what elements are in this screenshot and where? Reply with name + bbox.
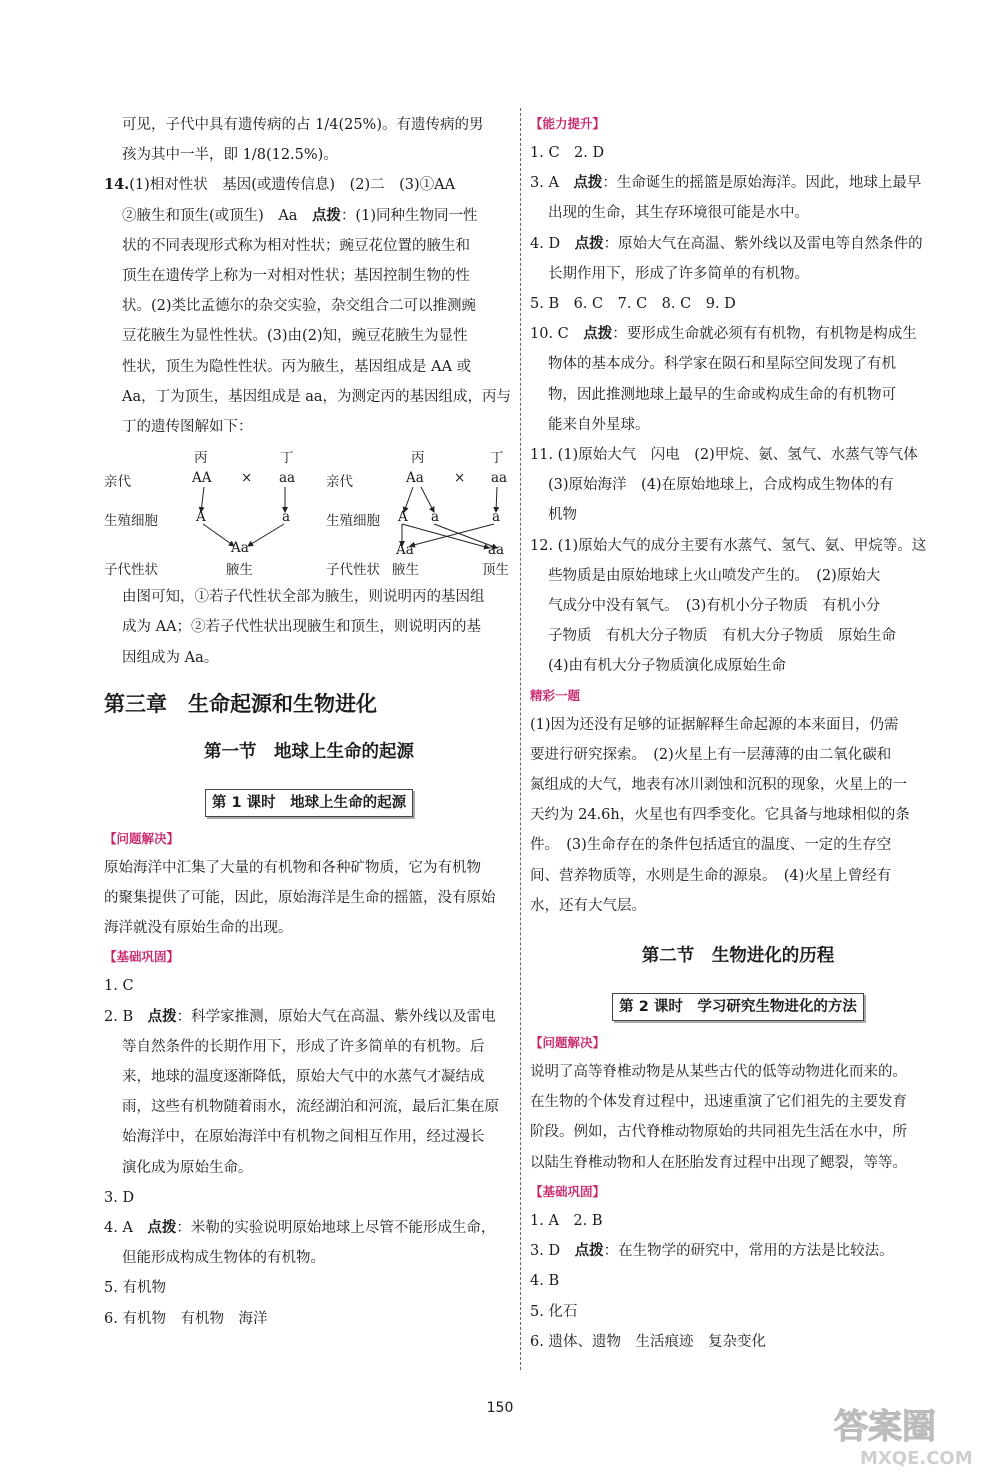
text-line: 海洋就没有原始生命的出现。 [104, 920, 293, 937]
tag-problem-solving: 【问题解决】 [104, 830, 180, 846]
offspring-row-label: 子代性状 [326, 562, 380, 579]
parent-bing-label: 丙 [411, 450, 425, 467]
genotype: AA [192, 470, 212, 487]
text-line: 些物质是由原始地球上火山喷发产生的。 (2)原始大 [548, 567, 881, 584]
answer-6: 6. 有机物 有机物 海洋 [104, 1310, 268, 1327]
hint-label: 点拨 [311, 206, 341, 224]
answer-14-line: 14.(1)相对性状 基因(或遗传信息) (2)二 (3)①AA [104, 176, 456, 194]
parents-row-label: 亲代 [104, 474, 131, 491]
answer-4-text [104, 1243, 514, 1273]
text-line: 气成分中没有氧气。 (3)有机小分子物质 有机小分 [548, 598, 881, 615]
text-line: 性状，顶生为隐性性状。丙为腋生，基因组成是 AA 或 [122, 358, 472, 375]
diagram-conclusion [104, 582, 514, 673]
answer-5: 5. 化石 [530, 1303, 578, 1320]
gamete: A [196, 509, 206, 526]
text-line: 物体的基本成分。科学家在陨石和星际空间发现了有机 [548, 356, 896, 373]
hint-label: 点拨 [147, 1219, 177, 1237]
answer-3-line: 3. A 点拨：生命诞生的摇篮是原始海洋。因此，地球上最早 [530, 174, 922, 192]
answer-6: 6. 遗体、遗物 生活痕迹 复杂变化 [530, 1333, 766, 1350]
page-number: 150 [486, 1400, 514, 1416]
text-line: 雨，这些有机物随着雨水，流经湖泊和河流，最后汇集在原 [122, 1099, 499, 1116]
text-line: 水，还有大气层。 [530, 897, 646, 914]
text-line: 但能形成构成生物体的有机物。 [122, 1250, 325, 1267]
answer-12-text [530, 561, 946, 682]
answer-3-line: 3. D 点拨：在生物学的研究中，常用的方法是比较法。 [530, 1242, 894, 1260]
section-title: 第二节 生物进化的历程 [641, 946, 835, 967]
text-line: 件。 (3)生命存在的条件包括适宜的温度、一定的生存空 [530, 837, 892, 854]
text-line: 机物 [548, 507, 577, 524]
text-line: 要进行研究探索。 (2)火星上有一层薄薄的由二氧化碳和 [530, 746, 892, 763]
tag-featured-question: 精彩一题 [530, 687, 581, 703]
text-line: (4)由有机大分子物质演化成原始生命 [548, 658, 787, 675]
answer-4: 4. B [530, 1273, 560, 1290]
text-line: (3)原始海洋 (4)在原始地球上，合成构成生物体的有 [548, 477, 894, 494]
genotype: aa [279, 470, 296, 487]
genotype: Aa [406, 470, 424, 487]
answer-11-text [530, 470, 946, 530]
answer-3: 3. D [104, 1189, 135, 1206]
answer-4-line: 4. D 点拨：原始大气在高温、紫外线以及雷电等自然条件的 [530, 234, 923, 252]
genotype: aa [491, 470, 508, 487]
text-line: 顶生在遗传学上称为一对相对性状；基因控制生物的性 [122, 268, 470, 285]
text-line: 由图可知，①若子代性状全部为腋生，则说明丙的基因组 [122, 589, 485, 606]
trait: 顶生 [482, 562, 509, 579]
answer-14-text [104, 231, 514, 442]
parent-ding-label: 丁 [280, 450, 294, 467]
text-line: 出现的生命，其生存环境很可能是水中。 [548, 205, 809, 222]
answer-10-line: 10. C 点拨：要形成生命就必须有有机物，有机物是构成生 [530, 325, 917, 343]
text-line: 以陆生脊椎动物和人在胚胎发育过程中出现了鳃裂，等等。 [530, 1154, 907, 1171]
trait: 腋生 [226, 562, 253, 579]
text-line: 成为 AA；②若子代性状出现腋生和顶生，则说明丙的基 [122, 619, 482, 636]
parents-row-label: 亲代 [326, 474, 353, 491]
answer-11-line: 11. (1)原始大气 闪电 (2)甲烷、氨、氢气、水蒸气等气体 [530, 447, 918, 464]
hint-label: 点拨 [574, 234, 604, 252]
text-line: 始海洋中，在原始海洋中有机物之间相互作用，经过漫长 [122, 1129, 485, 1146]
tag-basic-consolidation: 【基础巩固】 [104, 949, 180, 965]
watermark-logo [830, 1400, 990, 1470]
cross-arrows [104, 442, 514, 578]
trait: 腋生 [392, 562, 419, 579]
lesson-title: 第 2 课时 学习研究生物进化的方法 [612, 993, 864, 1021]
tag-problem-solving: 【问题解决】 [530, 1035, 606, 1051]
text-line: 天约为 24.6h，火星也有四季变化。它具备与地球相似的条 [530, 807, 910, 824]
problem-solving-text [530, 1057, 946, 1178]
answer-14-line: ②腋生和顶生(或顶生) Aa 点拨：(1)同种生物同一性 [122, 206, 478, 224]
text-line: 长期作用下，形成了许多简单的有机物。 [548, 265, 809, 282]
answer-3-text [530, 198, 946, 228]
featured-question-text [530, 710, 946, 921]
cross-symbol: × [241, 470, 253, 487]
answer-5: 5. 有机物 [104, 1280, 166, 1297]
answer-4-line: 4. A 点拨：米勒的实验说明原始地球上尽管不能形成生命， [104, 1219, 496, 1237]
text-line: 状的不同表现形式称为相对性状；豌豆花位置的腋生和 [122, 237, 470, 254]
text-line: (1)因为还没有足够的证据解释生命起源的本来面目，仍需 [530, 716, 899, 733]
answer-12-line: 12. (1)原始大气的成分主要有水蒸气、氢气、氨、甲烷等。这 [530, 537, 927, 554]
section-title: 第一节 地球上生命的起源 [204, 741, 414, 762]
text-line: 演化成为原始生命。 [122, 1159, 253, 1176]
text-line: 状。(2)类比孟德尔的杂交实验，杂交组合二可以推测豌 [122, 298, 477, 315]
gamete: a [282, 509, 291, 526]
text-line: 来，地球的温度逐渐降低，原始大气中的水蒸气才凝结成 [122, 1069, 485, 1086]
genetic-cross-diagram [104, 442, 514, 578]
text-line: 等自然条件的长期作用下，形成了许多简单的有机物。后 [122, 1038, 485, 1055]
right-column [530, 110, 946, 1357]
text-line: 能来自外星球。 [548, 416, 650, 433]
genotype: Aa [396, 542, 414, 559]
parent-bing-label: 丙 [194, 450, 208, 467]
text-line: Aa，丁为顶生，基因组成是 aa，为测定丙的基因组成，丙与 [122, 388, 512, 405]
text-line: 氮组成的大气，地表有冰川剥蚀和沉积的现象，火星上的一 [530, 777, 907, 794]
text-line: 孩为其中一半，即 1/8(12.5%)。 [122, 147, 338, 164]
text-line: 子物质 有机大分子物质 有机大分子物质 原始生命 [548, 628, 896, 645]
problem-solving-text [104, 853, 514, 944]
text-line: 可见，子代中具有遗传病的占 1/4(25%)。有遗传病的男 [122, 117, 484, 133]
text-line: 豆花腋生为显性性状。(3)由(2)知，豌豆花腋生为显性 [122, 328, 468, 345]
gamete: a [431, 509, 440, 526]
answer-1-2: 1. C 2. D [530, 145, 605, 161]
gametes-row-label: 生殖细胞 [326, 513, 380, 530]
lesson-title: 第 1 课时 地球上生命的起源 [205, 789, 413, 817]
answer-2-line: 2. B 点拨：科学家推测，原始大气在高温、紫外线以及雷电 [104, 1007, 496, 1025]
hint-label: 点拨 [574, 1242, 604, 1260]
text-line: 说明了高等脊椎动物是从某些古代的低等动物进化而来的。 [530, 1064, 907, 1081]
text-line: 原始海洋中汇集了大量的有机物和各种矿物质，它为有机物 [104, 859, 481, 876]
tag-basic-consolidation: 【基础巩固】 [530, 1183, 606, 1199]
text-line: 因组成为 Aa。 [122, 649, 219, 666]
cross-symbol: × [454, 470, 466, 487]
tag-ability-improvement: 【能力提升】 [530, 116, 606, 131]
answers-5-9: 5. B 6. C 7. C 8. C 9. D [530, 296, 736, 313]
gametes-row-label: 生殖细胞 [104, 513, 158, 530]
left-column [104, 110, 514, 1334]
text-line: 在生物的个体发育过程中，迅速重演了它们祖先的主要发育 [530, 1094, 907, 1111]
text-line: 物，因此推测地球上最早的生命或构成生命的有机物可 [548, 386, 896, 403]
column-divider [520, 108, 521, 1370]
hint-label: 点拨 [573, 174, 603, 192]
text-line: 丁的遗传图解如下： [122, 419, 253, 436]
answer-10-text [530, 349, 946, 440]
watermark-text: 答案圈 [834, 1407, 936, 1447]
text-line: 间、营养物质等，水则是生命的源泉。 (4)火星上曾经有 [530, 867, 892, 884]
hint-label: 点拨 [583, 325, 613, 343]
gamete: a [492, 509, 501, 526]
genotype: aa [488, 542, 505, 559]
watermark-url: MXQE.COM [860, 1448, 973, 1469]
parent-ding-label: 丁 [490, 450, 504, 467]
gamete: A [398, 509, 408, 526]
answer-2-text [104, 1032, 514, 1183]
text-line: 阶段。例如，古代脊椎动物原始的共同祖先生活在水中，所 [530, 1124, 907, 1141]
offspring-row-label: 子代性状 [104, 562, 158, 579]
answer-4-text [530, 259, 946, 289]
text-line: 的聚集提供了可能，因此，原始海洋是生命的摇篮，没有原始 [104, 890, 496, 907]
answer-1-2: 1. A 2. B [530, 1212, 603, 1229]
answer-continuation [104, 110, 514, 170]
chapter-title: 第三章 生命起源和生物进化 [104, 691, 377, 716]
genotype: Aa [231, 540, 249, 557]
answer-1: 1. C [104, 978, 134, 995]
hint-label: 点拨 [147, 1007, 177, 1025]
